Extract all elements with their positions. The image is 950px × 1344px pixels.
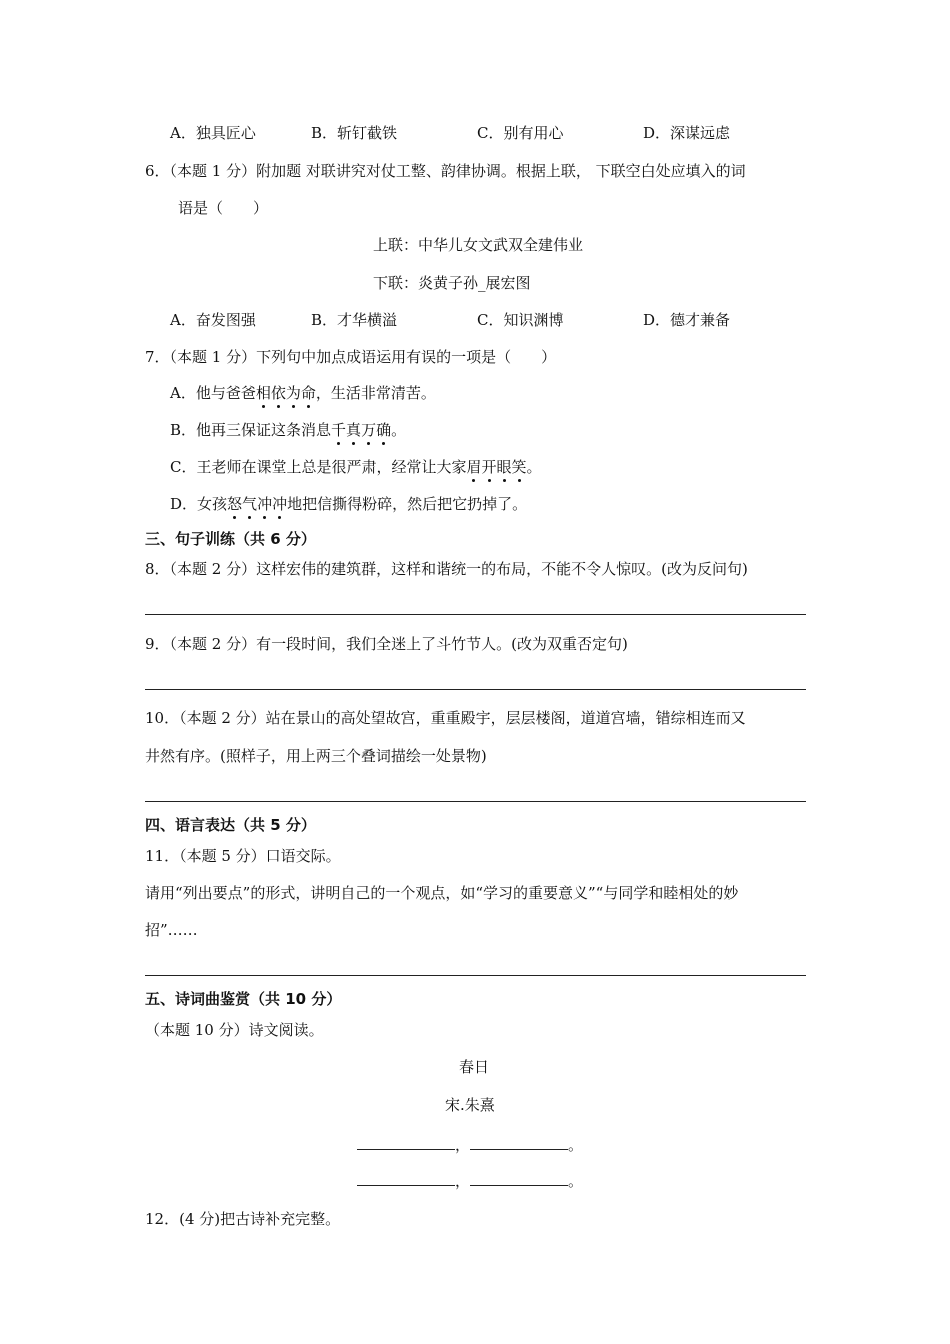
emphasis-char: 真	[346, 421, 362, 439]
q7-option-d	[170, 494, 527, 514]
q6-option-d: D．德才兼备	[643, 311, 731, 329]
q6-stem-line2: 语是（ ）	[178, 199, 269, 217]
q6-lower-couplet: 下联：炎黄子孙_展宏图	[373, 274, 531, 292]
q10-stem-line2: 井然有序。(照样子，用上两三个叠词描绘一处景物)	[145, 747, 487, 765]
emphasis-char: 眼	[496, 458, 512, 476]
q5-option-a: A．独具匠心	[170, 124, 256, 142]
emphasis-char: 依	[270, 384, 286, 402]
emphasis-char: 为	[285, 384, 301, 402]
q11-answer-line[interactable]	[145, 975, 806, 976]
poem-line-2	[357, 1171, 583, 1191]
q6-upper-couplet: 上联：中华儿女文武双全建伟业	[373, 236, 584, 254]
q7-option-c	[170, 457, 542, 477]
poem-blank[interactable]	[470, 1171, 568, 1186]
q7-c-text: C．王老师在课堂上总是很严肃，经常让大家	[170, 458, 467, 476]
q7-d-text: D．女孩	[170, 495, 228, 513]
q6-stem-line1: 6．（本题 1 分）附加题 对联讲究对仗工整、韵律协调。根据上联， 下联空白处应填入的词	[145, 162, 746, 180]
q5-option-d: D．深谋远虑	[643, 124, 731, 142]
q10-answer-line[interactable]	[145, 801, 806, 802]
period: 。	[568, 1136, 584, 1154]
emphasis-char: 相	[255, 384, 271, 402]
poem-line-1	[357, 1135, 583, 1155]
q11-stem: 11．（本题 5 分）口语交际。	[145, 847, 341, 865]
section-3-title: 三、句子训练（共 6 分）	[145, 530, 316, 548]
comma: ，	[455, 1136, 471, 1154]
q9-stem: 9．（本题 2 分）有一段时间，我们全迷上了斗竹节人。(改为双重否定句)	[145, 635, 628, 653]
q8-answer-line[interactable]	[145, 614, 806, 615]
poem-intro: （本题 10 分）诗文阅读。	[145, 1021, 324, 1039]
q11-line2: 招”……	[145, 921, 198, 939]
poem-blank[interactable]	[357, 1171, 455, 1186]
q7-a-text: A．他与爸爸	[170, 384, 256, 402]
q8-stem: 8．（本题 2 分）这样宏伟的建筑群，这样和谐统一的布局，不能不令人惊叹。(改为反问句)	[145, 560, 748, 578]
q7-stem: 7．（本题 1 分）下列句中加点成语运用有误的一项是（ ）	[145, 348, 557, 366]
period: 。	[568, 1172, 584, 1190]
poem-title: 春日	[459, 1058, 490, 1076]
q10-stem-line1: 10．（本题 2 分）站在景山的高处望故宫，重重殿宇，层层楼阁，道道宫墙，错综相连而又	[145, 709, 746, 727]
q12-stem: 12．(4 分)把古诗补充完整。	[145, 1210, 341, 1228]
poem-blank[interactable]	[470, 1135, 568, 1150]
emphasis-char: 气	[242, 495, 258, 513]
emphasis-char: 千	[331, 421, 347, 439]
emphasis-char: 确	[376, 421, 392, 439]
q7-b-text-end: 。	[391, 421, 407, 439]
section-5-title: 五、诗词曲鉴赏（共 10 分）	[145, 990, 342, 1008]
q9-answer-line[interactable]	[145, 689, 806, 690]
q5-option-b: B．斩钉截铁	[311, 124, 398, 142]
emphasis-char: 命	[300, 384, 316, 402]
emphasis-char: 眉	[466, 458, 482, 476]
q6-option-c: C．知识渊博	[477, 311, 564, 329]
q11-line1: 请用“列出要点”的形式，讲明自己的一个观点，如“学习的重要意义”“与同学和睦相处的妙	[145, 884, 739, 902]
emphasis-char: 万	[361, 421, 377, 439]
q7-c-text-end: 。	[526, 458, 542, 476]
q7-d-text-end: 地把信撕得粉碎，然后把它扔掉了。	[287, 495, 528, 513]
q6-option-b: B．才华横溢	[311, 311, 398, 329]
emphasis-char: 开	[481, 458, 497, 476]
poem-author: 宋.朱熹	[445, 1096, 495, 1114]
q7-b-text: B．他再三保证这条消息	[170, 421, 332, 439]
q5-option-c: C．别有用心	[477, 124, 564, 142]
emphasis-char: 冲	[257, 495, 273, 513]
poem-blank[interactable]	[357, 1135, 455, 1150]
q7-option-a	[170, 383, 436, 403]
q7-a-text-end: ，生活非常清苦。	[315, 384, 436, 402]
comma: ，	[455, 1172, 471, 1190]
section-4-title: 四、语言表达（共 5 分）	[145, 816, 316, 834]
emphasis-char: 笑	[511, 458, 527, 476]
emphasis-char: 冲	[272, 495, 288, 513]
q6-option-a: A．奋发图强	[170, 311, 256, 329]
emphasis-char: 怒	[227, 495, 243, 513]
q7-option-b	[170, 420, 406, 440]
